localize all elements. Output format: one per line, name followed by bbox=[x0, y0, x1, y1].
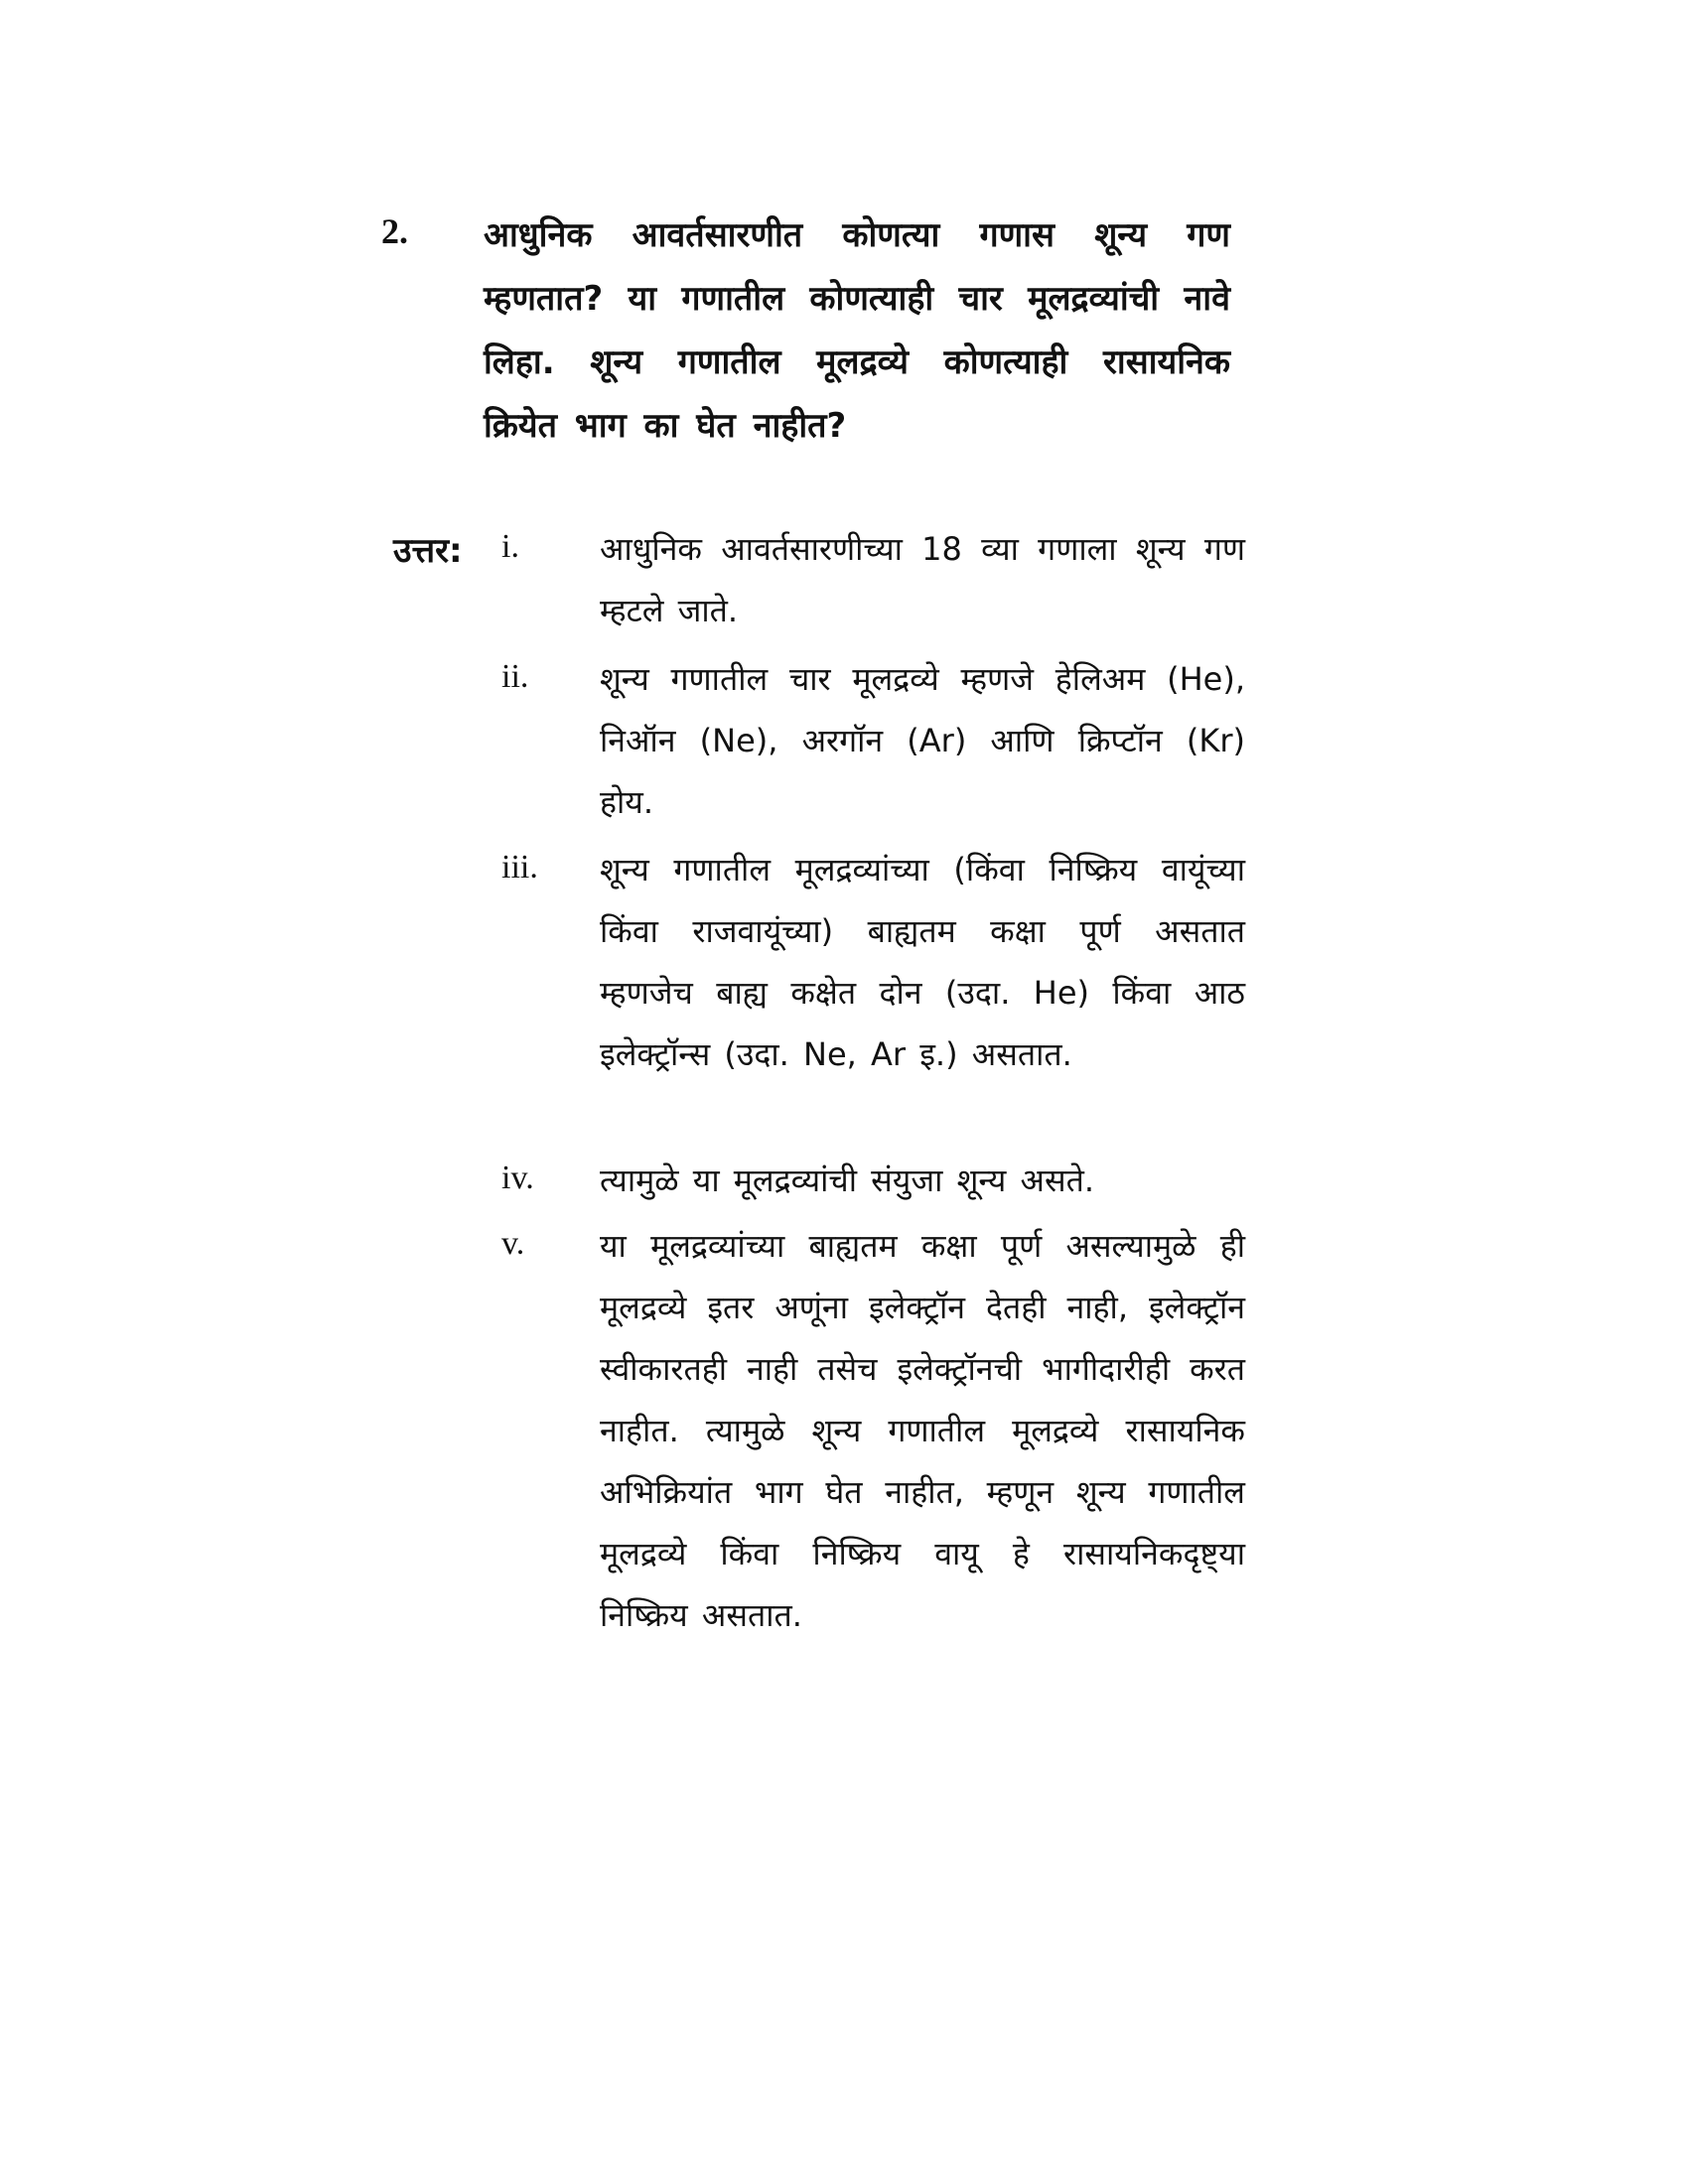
answer-item-number: iv. bbox=[501, 1160, 534, 1196]
answer-item-text: शून्य गणातील चार मूलद्रव्ये म्हणजे हेलिअम (He), निऑन (Ne), अरगॉन (Ar) आणि क्रिप्टॉन (Kr) होय. bbox=[600, 660, 1245, 821]
answer-item-number: iii. bbox=[501, 849, 538, 886]
answer-item-text: त्यामुळे या मूलद्रव्यांची संयुजा शून्य असते. bbox=[600, 1161, 1094, 1199]
answer-item-text: आधुनिक आवर्तसारणीच्या 18 व्या गणाला शून्य गण म्हटले जाते. bbox=[600, 530, 1245, 629]
question-number: 2. bbox=[381, 211, 408, 251]
answer-label: उत्तर: bbox=[393, 531, 463, 571]
answer-item-text: शून्य गणातील मूलद्रव्यांच्या (किंवा निष्क्रिय वायूंच्या किंवा राजवायूंच्या) बाह्यतम कक्षा पूर्ण असतात म्हणजेच बाह्य कक्षेत दोन (उदा. He) किंवा आठ इलेक्ट्रॉन्स (उदा. Ne, Ar इ.) असतात. bbox=[600, 851, 1245, 1073]
answer-item-number: ii. bbox=[501, 658, 529, 695]
answer-item-number: v. bbox=[501, 1225, 525, 1262]
answer-item-number: i. bbox=[501, 528, 519, 565]
answer-item-text: या मूलद्रव्यांच्या बाह्यतम कक्षा पूर्ण असल्यामुळे ही मूलद्रव्ये इतर अणूंना इलेक्ट्रॉन देतही नाही, इलेक्ट्रॉन स्वीकारतही नाही तसेच इलेक्ट्रॉनची भागीदारीही करत नाहीत. त्यामुळे शून्य गणातील मूलद्रव्ये रासायनिक अभिक्रियांत भाग घेत नाहीत, म्हणून शून्य गणातील मूलद्रव्ये किंवा निष्क्रिय वायू हे रासायनिकदृष्ट्या निष्क्रिय असतात. bbox=[600, 1227, 1245, 1634]
question-text: आधुनिक आवर्तसारणीत कोणत्या गणास शून्य गण म्हणतात? या गणातील कोणत्याही चार मूलद्रव्यांची नावे लिहा. शून्य गणातील मूलद्रव्ये कोणत्याही रासायनिक क्रियेत भाग का घेत नाहीत? bbox=[484, 215, 1230, 446]
